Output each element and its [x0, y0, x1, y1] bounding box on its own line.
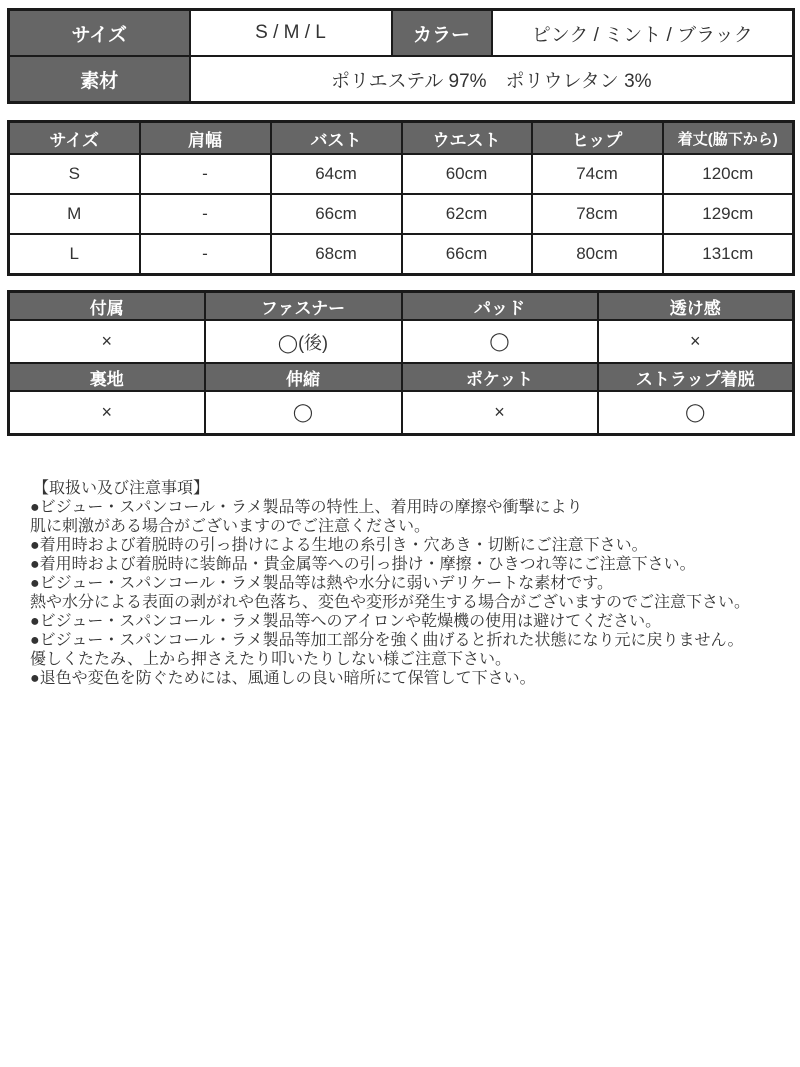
features-value-cell: ◯: [402, 320, 598, 363]
color-value-cell: ピンク / ミント / ブラック: [492, 10, 794, 57]
features-header-cell: ファスナー: [205, 292, 402, 321]
size-chart-cell: 66cm: [402, 234, 532, 275]
features-value-row-2: [9, 391, 794, 435]
care-notes: [30, 479, 790, 688]
product-spec-table: [7, 8, 795, 104]
care-note-line: ●ビジュー・スパンコール・ラメ製品等は熱や水分に弱いデリケートな素材です。: [30, 575, 613, 592]
features-value-cell: ×: [598, 320, 794, 363]
material-value-cell: ポリエステル 97% ポリウレタン 3%: [190, 56, 794, 103]
care-note-line: ●着用時および着脱時の引っ掛けによる生地の糸引き・穴あき・切断にご注意下さい。: [30, 537, 648, 554]
care-note-line: ●着用時および着脱時に装飾品・貴金属等への引っ掛け・摩擦・ひきつれ等にご注意下さい。: [30, 556, 696, 573]
care-note-line: 熱や水分による表面の剥がれや色落ち、変色や変形が発生する場合がございますのでご注意下さい。: [30, 594, 751, 611]
care-note-line: ●退色や変色を防ぐためには、風通しの良い暗所にて保管して下さい。: [30, 670, 536, 687]
size-chart-cell: 64cm: [271, 154, 402, 194]
features-header-cell: パッド: [402, 292, 598, 321]
size-chart-row-l: [9, 234, 794, 275]
care-notes-title: 【取扱い及び注意事項】: [33, 480, 210, 497]
features-header-cell: ポケット: [402, 363, 598, 391]
size-chart-cell: 78cm: [532, 194, 663, 234]
size-label-cell: サイズ: [9, 10, 190, 57]
features-value-cell: ×: [9, 391, 205, 435]
features-header-cell: 付属: [9, 292, 205, 321]
care-note-line: ●ビジュー・スパンコール・ラメ製品等の特性上、着用時の摩擦や衝撃により: [30, 499, 583, 516]
size-chart-header-cell: 着丈(脇下から): [663, 122, 794, 155]
size-chart-header-cell: 肩幅: [140, 122, 271, 155]
care-note-line: ●ビジュー・スパンコール・ラメ製品等加工部分を強く曲げると折れた状態になり元に戻りません。: [30, 632, 744, 649]
features-header-cell: 伸縮: [205, 363, 402, 391]
features-value-cell: ◯: [598, 391, 794, 435]
features-value-cell: ×: [402, 391, 598, 435]
size-chart-header-row: [9, 122, 794, 155]
features-table: [7, 290, 795, 436]
size-chart-header-cell: ヒップ: [532, 122, 663, 155]
size-chart-cell: -: [140, 154, 271, 194]
size-chart-cell: 129cm: [663, 194, 794, 234]
size-chart-cell: S: [9, 154, 140, 194]
care-note-line: 肌に刺激がある場合がございますのでご注意ください。: [30, 518, 431, 535]
size-value-cell: S / M / L: [190, 10, 392, 57]
care-note-line: 優しくたたみ、上から押さえたり叩いたりしない様ご注意下さい。: [30, 651, 511, 668]
features-value-cell: ×: [9, 320, 205, 363]
color-label-cell: カラー: [392, 10, 492, 57]
size-chart-cell: 120cm: [663, 154, 794, 194]
features-value-cell: ◯: [205, 391, 402, 435]
size-chart-cell: M: [9, 194, 140, 234]
size-chart-header-cell: サイズ: [9, 122, 140, 155]
size-chart-row-m: [9, 194, 794, 234]
size-chart-cell: 80cm: [532, 234, 663, 275]
size-chart-cell: 66cm: [271, 194, 402, 234]
features-value-row-1: [9, 320, 794, 363]
features-value-cell: ◯(後): [205, 320, 402, 363]
features-header-cell: 裏地: [9, 363, 205, 391]
material-label-cell: 素材: [9, 56, 190, 103]
size-chart-cell: 74cm: [532, 154, 663, 194]
features-header-cell: ストラップ着脱: [598, 363, 794, 391]
size-chart-cell: L: [9, 234, 140, 275]
care-note-line: ●ビジュー・スパンコール・ラメ製品等へのアイロンや乾燥機の使用は避けてください。: [30, 613, 662, 630]
features-header-row-2: [9, 363, 794, 391]
size-chart-table: [7, 120, 795, 276]
size-chart-cell: -: [140, 234, 271, 275]
size-chart-header-cell: バスト: [271, 122, 402, 155]
size-chart-header-cell: ウエスト: [402, 122, 532, 155]
features-header-cell: 透け感: [598, 292, 794, 321]
size-chart-cell: -: [140, 194, 271, 234]
size-chart-row-s: [9, 154, 794, 194]
size-chart-cell: 68cm: [271, 234, 402, 275]
size-chart-cell: 131cm: [663, 234, 794, 275]
size-chart-cell: 62cm: [402, 194, 532, 234]
features-header-row-1: [9, 292, 794, 321]
size-chart-cell: 60cm: [402, 154, 532, 194]
